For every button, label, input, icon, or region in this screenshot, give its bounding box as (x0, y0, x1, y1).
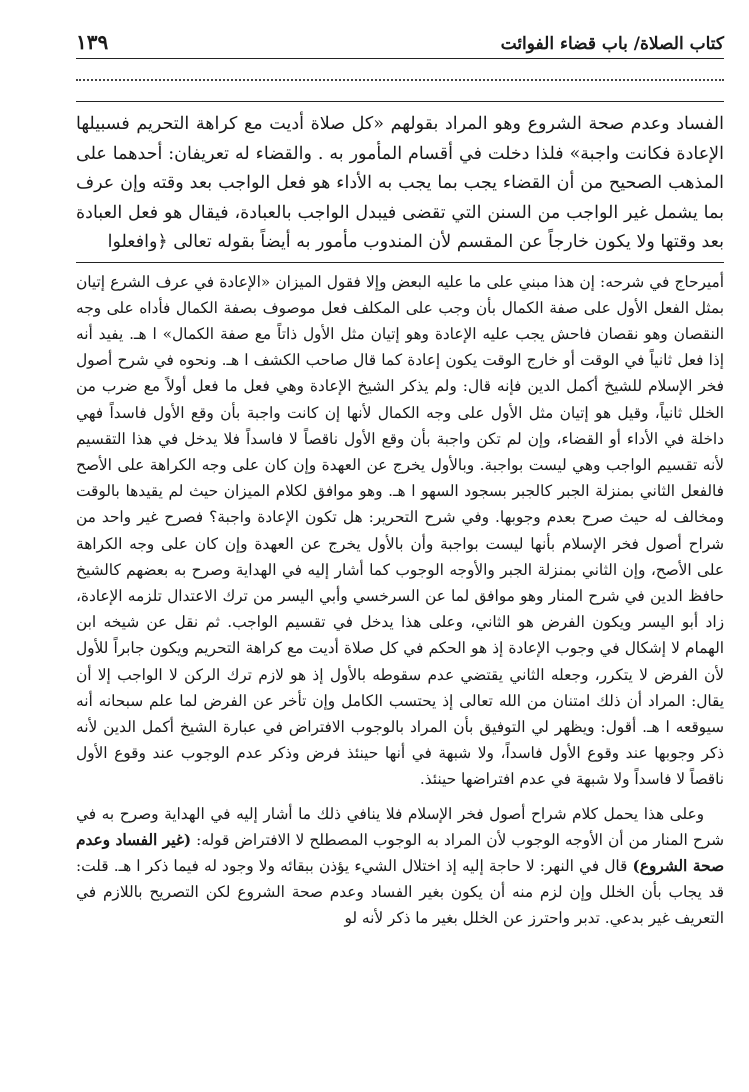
commentary-separator-rule (76, 262, 724, 263)
running-head-title: كتاب الصلاة/ باب قضاء الفوائت (500, 34, 724, 54)
main-text (76, 110, 724, 258)
book-page (76, 28, 724, 1078)
page-header (76, 28, 724, 59)
commentary-paragraph-2-start: وعلى هذا يحمل كلام شراح أصول فخر الإسلام فلا ينافي ذلك ما أشار إليه في الهداية وصرح به في شرح المنار من أن الأوجه الوجوب لأن المراد به الوجوب المصطلح لا الافتراض قوله: (76, 804, 724, 849)
commentary-paragraph-2 (76, 801, 724, 932)
main-text-paragraph: الفساد وعدم صحة الشروع وهو المراد بقولهم «كل صلاة أديت مع كراهة التحريم فسبيلها الإعادة فكانت واجبة» فلذا دخلت في أقسام المأمور به . والقضاء له تعريفان: أحدهما على المذهب الصحيح من أن القضاء يجب بما يجب به الأداء هو فعل الواجب بعد وقته وإن عرف بما يشمل غير الواجب من السنن التي تقضى فيبدل الواجب بالعبادة، فيقال هو فعل العبادة بعد وقتها ولا يكون خارجاً عن المقسم لأن المندوب مأمور به أيضاً بقوله تعالى ﴿وافعلوا (76, 114, 724, 252)
commentary-paragraph-2-rest: قال في النهر: لا حاجة إليه إذ اختلال الشيء يؤذن ببقائه ولا وجود له فيما ذكر ا هـ. قلت: قد يجاب بأن الخلل وإن لزم منه أن يكون بغير الفساد وعدم صحة الشروع لكن التصريح باللازم في التعريف غير بدعي. تدبر واحترز عن الخلل بغير ما ذكر لأنه لو (76, 856, 724, 928)
page-number: ١٣٩ (76, 30, 109, 54)
main-text-top-rule (76, 101, 724, 102)
dotted-separator (76, 79, 724, 81)
commentary-section (76, 269, 724, 932)
commentary-paragraph-1: أميرحاج في شرحه: إن هذا مبني على ما عليه البعض وإلا فقول الميزان «الإعادة في عرف الشرع إتيان بمثل الفعل الأول على صفة الكمال بأن وجب على المكلف فعل موصوف بصفة الكمال فأداه على وجه النقصان وهو نقصان فاحش يجب عليه الإعادة وهو إتيان مثل الأول ذاتاً مع صفة الكمال» ا هـ. يفيد أنه إذا فعل ثانياً في الوقت أو خارج الوقت يكون إعادة كما قال صاحب الكشف ا هـ. ونحوه في شرح أصول فخر الإسلام للشيخ أكمل الدين فإنه قال: ولم يذكر الشيخ الإعادة وهي فعل ما فعل أولاً مع ضرب من الخلل ثانياً، وقيل هو إتيان مثل الأول على وجه الكمال لأنها إن كانت واجبة بأن وقع الأول فاسداً فهي داخلة في الأداء أو القضاء، وإن لم تكن واجبة بأن وقع الأول ناقصاً لا فاسداً فلا يدخل في هذا التقسيم لأنه تقسيم الواجب وهي ليست بواجبة. وبالأول يخرج عن العهدة وإن كان على وجه الكراهة على الأصح فالفعل الثاني بمنزلة الجبر كالجبر بسجود السهو ا هـ. وهو موافق لكلام الميزان حيث لم يقيدها بالوقت ومخالف له حيث صرح بعدم وجوبها. وفي شرح التحرير: هل تكون الإعادة واجبة؟ فصرح غير واحد من شراح أصول فخر الإسلام بأنها ليست بواجبة وأن بالأول يخرج عن العهدة وإن كان على وجه الكراهة على الأصح، وإن الثاني بمنزلة الجبر والأوجه الوجوب كما أشار إليه في الهداية وصرح به بعضهم كالشيخ حافظ الدين في شرح المنار وهو موافق لما عن السرخسي وأبي اليسر من ترك الاعتدال تلزمه الإعادة، زاد أبو اليسر ويكون الفرض هو الثاني، وعلى هذا يدخل في تقسيم الواجب. ثم نقل عن شيخه ابن الهمام لا إشكال في وجوب الإعادة إذ هو الحكم في كل صلاة أديت مع كراهة التحريم ويكون جابراً للأول لأن الفرض لا يتكرر، وجعله الثاني يقتضي عدم سقوطه بالأول إذ هو لازم ترك الركن لا الواجب إلا أن يقال: المراد أن ذلك امتنان من الله تعالى إذ يحتسب الكامل وإن تأخر عن الفرض لما علم سبحانه أنه سيوقعه ا هـ. أقول: ويظهر لي التوفيق بأن المراد بالوجوب الافتراض في عبارة الشيخ أكمل الدين لأنه ذكر وجوبها عند وقوع الأول فاسداً، ولا شبهة في أنها حينئذ فرض وذكر عدم الوجوب عند وقوع الأول ناقصاً لا فاسداً ولا شبهة في عدم افتراضها حينئذ. (76, 272, 724, 789)
quoted-matn-phrase: (غير الفساد وعدم صحة الشروع) (76, 830, 724, 875)
